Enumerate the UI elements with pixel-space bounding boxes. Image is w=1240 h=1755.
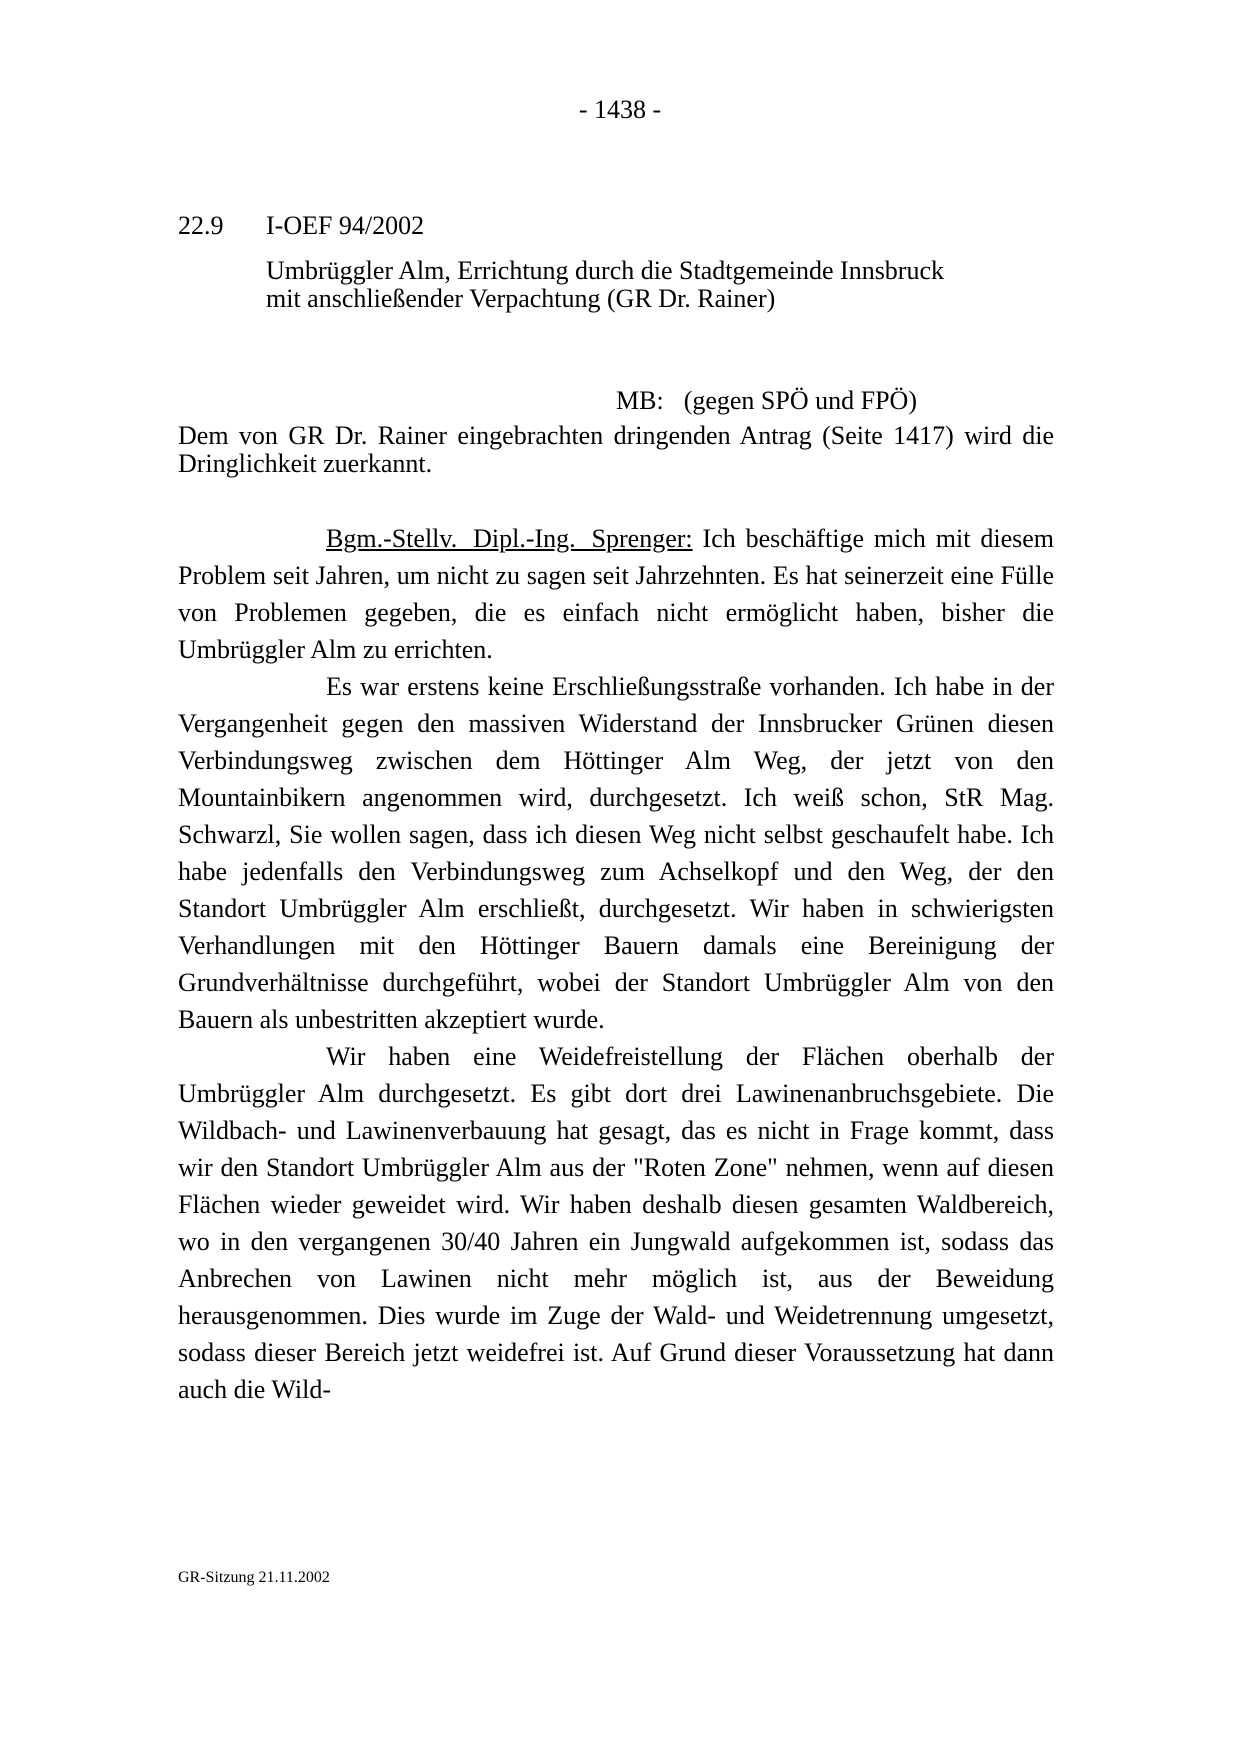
decision-text: Dem von GR Dr. Rainer eingebrachten dringenden Antrag (Seite 1417) wird die Dringlichkeit zuerkannt.	[178, 421, 1054, 478]
agenda-item-code: I-OEF 94/2002	[266, 211, 425, 240]
speech-body	[178, 520, 1054, 1408]
speaker-name: Bgm.-Stellv. Dipl.-Ing. Sprenger:	[326, 524, 693, 553]
speech-paragraph-text: Ich beschäftige mich mit diesem Problem seit Jahren, um nicht zu sagen seit Jahrzehnten. Es hat seinerzeit eine Fülle von Problemen gegeben, die es einfach nicht ermöglicht haben, bisher die Umbrüggler Alm zu errichten.	[178, 524, 1055, 664]
agenda-item-number: 22.9	[178, 211, 224, 240]
vote-label: MB:	[616, 386, 664, 415]
vote-detail: (gegen SPÖ und FPÖ)	[683, 386, 917, 415]
page-number: - 1438 -	[578, 95, 662, 124]
vote-result	[616, 385, 917, 417]
page-footer: GR-Sitzung 21.11.2002	[178, 1569, 330, 1586]
speech-paragraph	[178, 520, 1054, 668]
speech-paragraph: Es war erstens keine Erschließungsstraße vorhanden. Ich habe in der Vergangenheit gegen den massiven Widerstand der Innsbrucker Grünen diesen Verbindungsweg zwischen dem Höttinger Alm Weg, der jetzt von den Mountainbikern angenommen wird, durchgesetzt. Ich weiß schon, StR Mag. Schwarzl, Sie wollen sagen, dass ich diesen Weg nicht selbst geschaufelt habe. Ich habe jedenfalls den Verbindungsweg zum Achselkopf und den Weg, der den Standort Umbrüggler Alm erschließt, durchgesetzt. Wir haben in schwierigsten Verhandlungen mit den Höttinger Bauern damals eine Bereinigung der Grundverhältnisse durchgeführt, wobei der Standort Umbrüggler Alm von den Bauern als unbestritten akzeptiert wurde.	[178, 672, 1054, 1034]
agenda-item-title: Umbrüggler Alm, Errichtung durch die Stadtgemeinde Innsbruck mit anschließender Verpachtung (GR Dr. Rainer)	[266, 256, 945, 313]
speech-paragraph: Wir haben eine Weidefreistellung der Flächen oberhalb der Umbrüggler Alm durchgesetzt. Es gibt dort drei Lawinenanbruchsgebiete. Die Wildbach- und Lawinenverbauung hat gesagt, das es nicht in Frage kommt, dass wir den Standort Umbrüggler Alm aus der "Roten Zone" nehmen, wenn auf diesen Flächen wieder geweidet wird. Wir haben deshalb diesen gesamten Waldbereich, wo in den vergangenen 30/40 Jahren ein Jungwald aufgekommen ist, sodass das Anbrechen von Lawinen nicht mehr möglich ist, aus der Beweidung herausgenommen. Dies wurde im Zuge der Wald- und Weidetrennung umgesetzt, sodass dieser Bereich jetzt weidefrei ist. Auf Grund dieser Voraussetzung hat dann auch die Wild-	[178, 1042, 1054, 1404]
